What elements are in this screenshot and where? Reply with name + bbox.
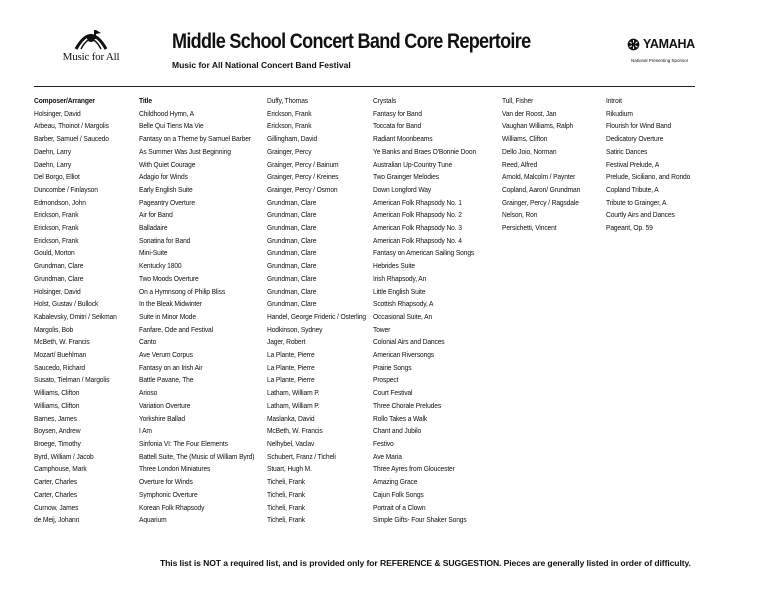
title-entry: Fantasy on American Sailing Songs <box>373 248 475 258</box>
title-entry: Crystals <box>373 96 397 105</box>
composer-entry: Edmondson, John <box>34 197 86 207</box>
title-entry: Dedicatory Overture <box>606 134 664 144</box>
title-entry: In the Bleak Midwinter <box>139 299 202 309</box>
composer-entry: Ticheli, Frank <box>267 477 306 487</box>
composer-entry: Grundman, Clare <box>267 223 317 233</box>
title-entry: Childhood Hymn, A <box>139 108 194 118</box>
composer-entry: Jager, Robert <box>267 337 306 347</box>
composer-entry: Barber, Samuel / Saucedo <box>34 134 109 144</box>
title-entry: Amazing Grace <box>373 477 418 487</box>
composer-entry: Holsinger, David <box>34 286 81 296</box>
title-entry: American Folk Rhapsody No. 4 <box>373 235 462 245</box>
composer-entry: Van der Roost, Jan <box>502 108 557 118</box>
composer-list-2 <box>267 95 366 527</box>
composer-entry: Holst, Gustav / Bullock <box>34 299 99 309</box>
composer-entry: Reed, Alfred <box>502 159 538 169</box>
title-entry: Toccata for Band <box>373 121 422 131</box>
title-entry: Rollo Takes a Walk <box>373 413 428 423</box>
title-entry: Little English Suite <box>373 286 426 296</box>
title-entry: Fantasy for Band <box>373 108 422 118</box>
title-entry: On a Hymnsong of Philip Bliss <box>139 286 226 296</box>
yamaha-wordmark: YAMAHA <box>643 37 695 51</box>
title-list-1 <box>139 108 254 527</box>
composer-entry: Dello Joio, Norman <box>502 146 557 156</box>
title-entry: Arioso <box>139 388 158 398</box>
title-entry: Introit <box>606 96 622 105</box>
composer-entry: Arnold, Malcolm / Paynter <box>502 172 576 182</box>
composer-entry: Holsinger, David <box>34 108 81 118</box>
composer-list-3 <box>502 95 580 235</box>
composer-entry: Grundman, Clare <box>34 273 84 283</box>
title-entry: American Riversongs <box>373 350 435 360</box>
composer-entry: Daehn, Larry <box>34 159 72 169</box>
title-column-2 <box>373 95 476 527</box>
title-entry: Pageant, Op. 59 <box>606 223 653 233</box>
composer-entry: Susato, Tielman / Margolis <box>34 375 110 385</box>
tuning-forks-icon <box>627 38 640 51</box>
header-divider <box>34 86 695 87</box>
title-entry: With Quiet Courage <box>139 159 196 169</box>
composer-entry: Barnes, James <box>34 413 77 423</box>
title-entry: Australian Up-Country Tune <box>373 159 453 169</box>
composer-entry: Grainger, Percy / Bainum <box>267 159 339 169</box>
footer-note: This list is NOT a required list, and is provided only for REFERENCE & SUGGESTION. Pieces are generally listed in order of difficulty. <box>160 558 691 568</box>
composer-entry: Nelson, Ron <box>502 210 538 220</box>
title-list-3 <box>606 95 690 235</box>
title-entry: Prelude, Siciliano, and Rondo <box>606 172 691 182</box>
composer-entry: Erickson, Frank <box>267 121 312 131</box>
music-for-all-logo <box>56 26 126 63</box>
composer-entry: Grundman, Clare <box>267 261 317 271</box>
composer-entry: Grainger, Percy <box>267 146 312 156</box>
title-entry: Tower <box>373 324 391 334</box>
composer-entry: Grainger, Percy / Kreines <box>267 172 339 182</box>
composer-entry: La Plante, Pierre <box>267 362 315 372</box>
composer-entry: Grainger, Percy / Ragsdale <box>502 197 579 207</box>
composer-entry: Grundman, Clare <box>267 299 317 309</box>
title-header: Title <box>139 96 152 105</box>
title-entry: Overture for Winds <box>139 477 193 487</box>
composer-entry: Erickson, Frank <box>34 235 79 245</box>
title-entry: Simple Gifts- Four Shaker Songs <box>373 515 467 525</box>
composer-entry: Ticheli, Frank <box>267 515 306 525</box>
title-entry: Fantasy on a Theme by Samuel Barber <box>139 134 251 144</box>
title-entry: Kentucky 1800 <box>139 261 182 271</box>
composer-entry: McBeth, W. Francis <box>34 337 90 347</box>
page-subtitle: Music for All National Concert Band Festival <box>172 60 351 70</box>
title-entry: Suite in Minor Mode <box>139 311 196 321</box>
title-entry: Variation Overture <box>139 400 191 410</box>
composer-entry: Erickson, Frank <box>34 223 79 233</box>
title-entry: Sinfonia VI: The Four Elements <box>139 438 228 448</box>
title-entry: Ave Verum Corpus <box>139 350 193 360</box>
composer-entry: Schubert, Franz / Ticheli <box>267 451 336 461</box>
title-entry: Occasional Suite, An <box>373 311 433 321</box>
composer-entry: Carter, Charles <box>34 477 77 487</box>
composer-entry: La Plante, Pierre <box>267 350 315 360</box>
composer-entry: Ticheli, Frank <box>267 502 306 512</box>
composer-entry: Latham, William P. <box>267 400 320 410</box>
composer-entry: Tull, Fisher <box>502 96 534 105</box>
composer-entry: Erickson, Frank <box>267 108 312 118</box>
title-entry: Chant and Jubilo <box>373 426 422 436</box>
composer-entry: Grundman, Clare <box>34 261 84 271</box>
composer-entry: Duffy, Thomas <box>267 96 309 105</box>
composer-entry: Williams, Clifton <box>34 400 80 410</box>
title-entry: As Summer Was Just Beginning <box>139 146 231 156</box>
composer-entry: Stuart, Hugh M. <box>267 464 312 474</box>
title-entry: Balladaire <box>139 223 168 233</box>
yamaha-logo <box>627 37 697 63</box>
composer-entry: Latham, William P. <box>267 388 320 398</box>
title-entry: Flourish for Wind Band <box>606 121 672 131</box>
composer-column-3 <box>502 95 580 235</box>
composer-entry: Saucedo, Richard <box>34 362 86 372</box>
composer-entry: Daehn, Larry <box>34 146 72 156</box>
composer-entry: Grundman, Clare <box>267 210 317 220</box>
composer-entry: Grundman, Clare <box>267 235 317 245</box>
composer-entry: Copland, Aaron/ Grundman <box>502 184 581 194</box>
title-entry: Two Moods Overture <box>139 273 199 283</box>
title-entry: Fantasy on an Irish Air <box>139 362 203 372</box>
title-entry: American Folk Rhapsody No. 2 <box>373 210 462 220</box>
title-list-2 <box>373 95 476 527</box>
title-entry: Yorkshire Ballad <box>139 413 185 423</box>
composer-entry: Mozart/ Buehlman <box>34 350 87 360</box>
title-entry: Aquarium <box>139 515 167 525</box>
composer-entry: Kabalevsky, Dmitri / Seikman <box>34 311 117 321</box>
composer-entry: Hodkinson, Sydney <box>267 324 323 334</box>
composer-entry: Ticheli, Frank <box>267 489 306 499</box>
page-title: Middle School Concert Band Core Repertoire <box>172 30 531 53</box>
title-entry: Two Grainger Melodies <box>373 172 439 182</box>
title-entry: Tribute to Grainger, A <box>606 197 667 207</box>
composer-entry: Camphouse, Mark <box>34 464 87 474</box>
composer-entry: Grundman, Clare <box>267 248 317 258</box>
composer-entry: Gould, Morton <box>34 248 75 258</box>
title-entry: Colonial Airs and Dances <box>373 337 445 347</box>
title-entry: Cajun Folk Songs <box>373 489 424 499</box>
composer-entry: Erickson, Frank <box>34 210 79 220</box>
title-entry: Battell Suite, The (Music of William Byrd) <box>139 451 255 461</box>
title-entry: Prospect <box>373 375 399 385</box>
title-entry: Satiric Dances <box>606 146 648 156</box>
composer-entry: Gillingham, David <box>267 134 318 144</box>
composer-column-2 <box>267 95 366 527</box>
composer-entry: Byrd, William / Jacob <box>34 451 94 461</box>
title-entry: Rikudium <box>606 108 633 118</box>
title-entry: Festival Prelude, A <box>606 159 660 169</box>
title-entry: Air for Band <box>139 210 173 220</box>
composer-entry: La Plante, Pierre <box>267 375 315 385</box>
title-entry: Battle Pavane, The <box>139 375 194 385</box>
composer-entry: Broege, Timothy <box>34 438 81 448</box>
title-entry: Mini-Suite <box>139 248 168 258</box>
composer-entry: Persichetti, Vincent <box>502 223 557 233</box>
composer-entry: Grundman, Clare <box>267 286 317 296</box>
title-entry: Symphonic Overture <box>139 489 198 499</box>
composer-entry: Margolis, Bob <box>34 324 74 334</box>
composer-entry: Carter, Charles <box>34 489 77 499</box>
composer-header: Composer/Arranger <box>34 96 95 105</box>
composer-entry: Grundman, Clare <box>267 197 317 207</box>
title-column-1 <box>139 95 254 527</box>
title-entry: Three London Miniatures <box>139 464 211 474</box>
title-entry: Courtly Airs and Dances <box>606 210 675 220</box>
title-entry: Adagio for Winds <box>139 172 188 182</box>
composer-entry: Williams, Clifton <box>502 134 548 144</box>
composer-entry: Boysen, Andrew <box>34 426 81 436</box>
title-entry: Copland Tribute, A <box>606 184 659 194</box>
sponsor-caption: National Presenting Sponsor <box>631 58 689 63</box>
composer-entry: Vaughan Williams, Ralph <box>502 121 574 131</box>
title-entry: Prairie Songs <box>373 362 412 372</box>
title-entry: American Folk Rhapsody No. 3 <box>373 223 462 233</box>
title-entry: Fanfare, Ode and Festival <box>139 324 213 334</box>
composer-entry: de Meij, Johann <box>34 515 80 525</box>
composer-entry: Duncombe / Finlayson <box>34 184 98 194</box>
composer-entry: McBeth, W. Francis <box>267 426 323 436</box>
composer-entry: Grainger, Percy / Osmon <box>267 184 338 194</box>
composer-entry: Grundman, Clare <box>267 273 317 283</box>
title-entry: Three Chorale Preludes <box>373 400 442 410</box>
title-entry: Portrait of a Clown <box>373 502 426 512</box>
music-for-all-emblem-icon <box>73 26 109 50</box>
title-entry: Festivo <box>373 438 394 448</box>
title-entry: Early English Suite <box>139 184 193 194</box>
composer-entry: Maslanka, David <box>267 413 315 423</box>
title-entry: Ave Maria <box>373 451 402 461</box>
composer-entry: Nelhybel, Vaclav <box>267 438 315 448</box>
logo-left-text: Music for All <box>62 51 120 63</box>
title-entry: Pageantry Overture <box>139 197 195 207</box>
title-entry: Korean Folk Rhapsody <box>139 502 205 512</box>
composer-entry: Del Borgo, Elliot <box>34 172 80 182</box>
title-entry: Court Festival <box>373 388 413 398</box>
title-column-3 <box>606 95 690 235</box>
title-entry: Scottish Rhapsody, A <box>373 299 434 309</box>
composer-entry: Arbeau, Thoinot / Margolis <box>34 121 109 131</box>
title-entry: Irish Rhapsody, An <box>373 273 427 283</box>
title-entry: I Am <box>139 426 152 436</box>
title-entry: Ye Banks and Braes O'Bonnie Doon <box>373 146 477 156</box>
title-entry: Canto <box>139 337 157 347</box>
composer-entry: Williams, Clifton <box>34 388 80 398</box>
title-entry: Radiant Moonbeams <box>373 134 433 144</box>
composer-entry: Curnow, James <box>34 502 79 512</box>
title-entry: Down Longford Way <box>373 184 432 194</box>
title-entry: Hebrides Suite <box>373 261 415 271</box>
title-entry: Three Ayres from Gloucester <box>373 464 455 474</box>
composer-column-1 <box>34 95 117 527</box>
composer-entry: Handel, George Frideric / Osterling <box>267 311 367 321</box>
composer-list-1 <box>34 108 117 527</box>
title-entry: Sonatina for Band <box>139 235 191 245</box>
title-entry: Belle Qui Tiens Ma Vie <box>139 121 204 131</box>
title-entry: American Folk Rhapsody No. 1 <box>373 197 462 207</box>
